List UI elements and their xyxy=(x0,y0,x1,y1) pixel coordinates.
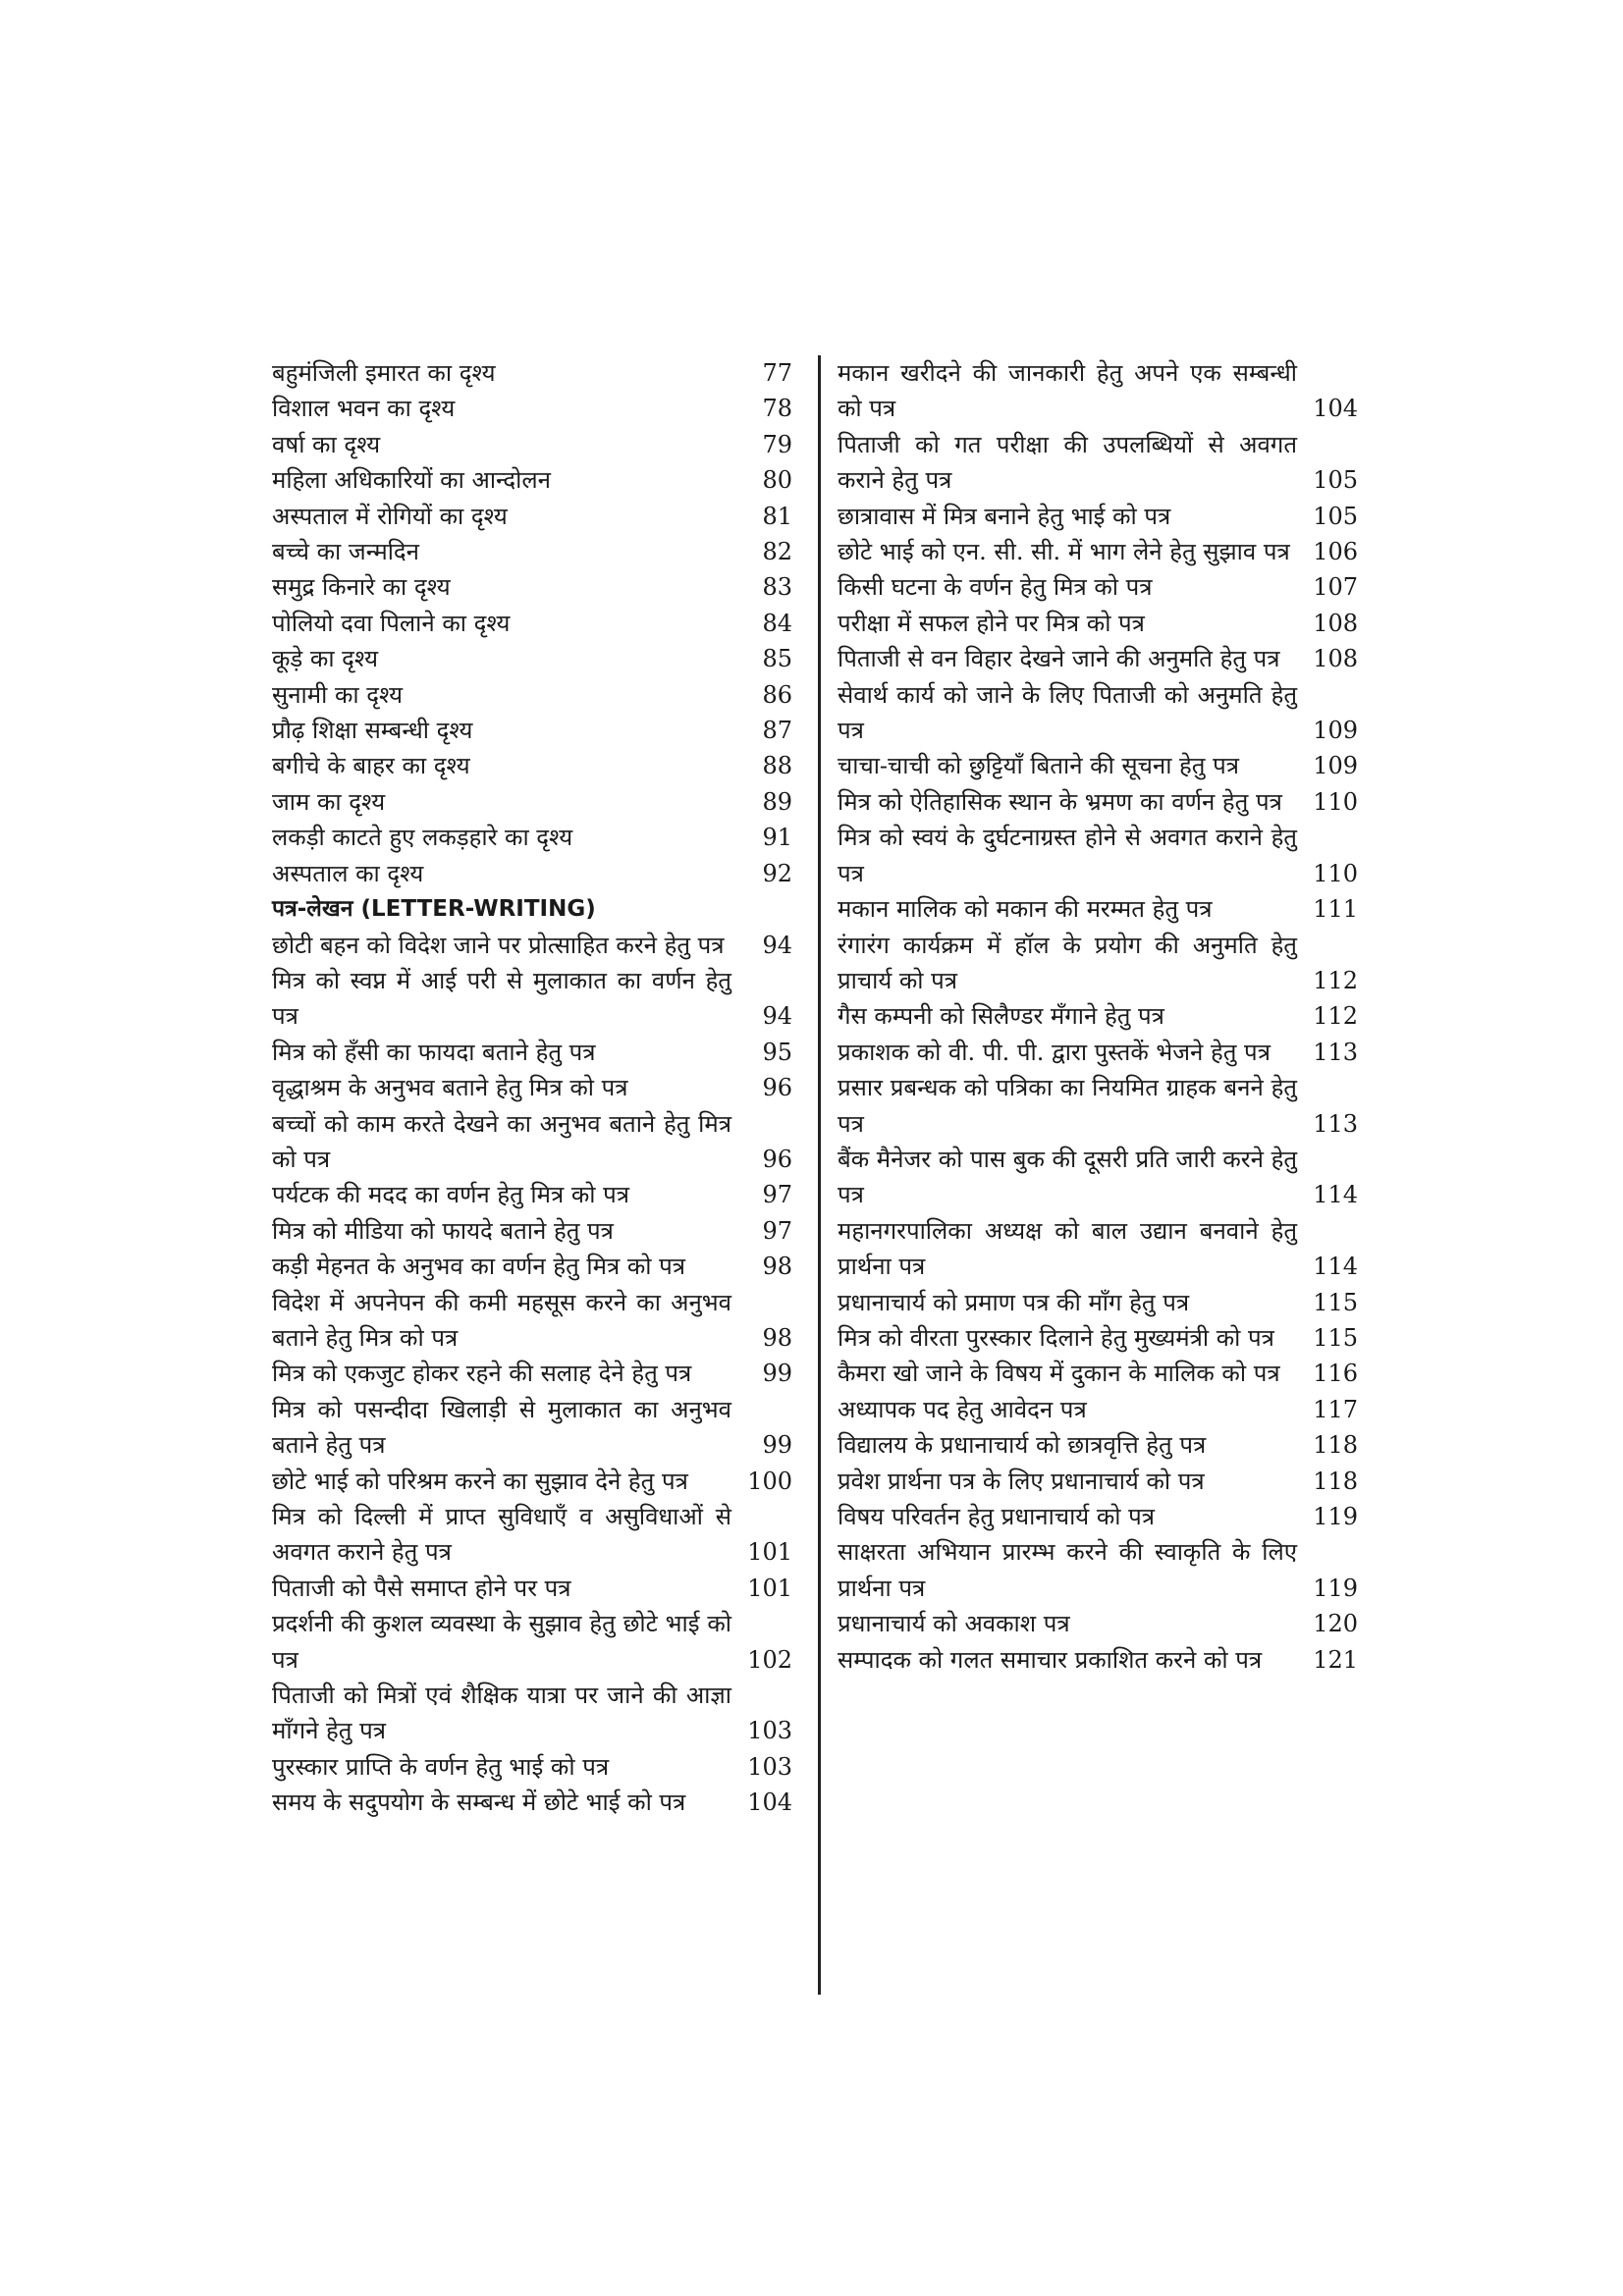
toc-entry xyxy=(272,1249,792,1284)
toc-entry-title: छोटी बहन को विदेश जाने पर प्रोत्साहित करने हेतु पत्र xyxy=(272,931,725,959)
toc-entry xyxy=(838,1320,1358,1356)
toc-entry xyxy=(272,391,792,426)
toc-entry-title: बगीचे के बाहर का दृश्य xyxy=(272,752,470,780)
toc-entry-title: विदेश में अपनेपन की कमी महसूस करने का अनुभव बताने हेतु मित्र को पत्र xyxy=(272,1288,731,1352)
toc-entry xyxy=(272,1571,792,1606)
toc-entry-page-number: 115 xyxy=(1313,1323,1358,1352)
toc-entry-title: प्रसार प्रबन्धक को पत्रिका का नियमित ग्राहक बनने हेतु पत्र xyxy=(838,1074,1297,1138)
toc-entry-title: छात्रावास में मित्र बनाने हेतु भाई को पत्र xyxy=(838,502,1171,530)
toc-entry xyxy=(272,499,792,534)
toc-entry xyxy=(838,499,1358,534)
toc-entry-title: बहुमंजिली इमारत का दृश्य xyxy=(272,359,496,387)
toc-entry xyxy=(272,606,792,641)
toc-entry-page-number: 109 xyxy=(1313,752,1358,780)
toc-entry-page-number: 85 xyxy=(762,645,792,673)
toc-entry-title: मकान खरीदने की जानकारी हेतु अपने एक सम्बन्धी को पत्र xyxy=(838,359,1297,423)
toc-entry-title: पिताजी को पैसे समाप्त होने पर पत्र xyxy=(272,1574,571,1602)
toc-entry-title: विषय परिवर्तन हेतु प्रधानाचार्य को पत्र xyxy=(838,1503,1155,1530)
toc-entry-title: मित्र को दिल्ली में प्राप्त सुविधाएँ व असुविधाओं से अवगत कराने हेतु पत्र xyxy=(272,1503,731,1567)
toc-entry-title: चाचा-चाची को छुट्टियाँ बिताने की सूचना हेतु पत्र xyxy=(838,752,1239,780)
toc-entry xyxy=(272,1499,792,1571)
toc-entry xyxy=(272,677,792,713)
toc-entry xyxy=(272,1606,792,1678)
toc-entry xyxy=(272,963,792,1035)
toc-entry-title: महिला अधिकारियों का आन्दोलन xyxy=(272,466,551,495)
toc-entry xyxy=(272,1464,792,1499)
toc-entry-page-number: 98 xyxy=(762,1323,792,1352)
toc-entry xyxy=(838,427,1358,499)
toc-entry-title: मित्र को वीरता पुरस्कार दिलाने हेतु मुख्यमंत्री को पत्र xyxy=(838,1323,1274,1352)
toc-entry-title: बच्चों को काम करते देखने का अनुभव बताने हेतु मित्र को पत्र xyxy=(272,1109,731,1173)
toc-entry xyxy=(272,748,792,783)
toc-entry-title: महानगरपालिका अध्यक्ष को बाल उद्यान बनवाने हेतु प्रार्थना पत्र xyxy=(838,1216,1297,1281)
toc-entry xyxy=(838,1392,1358,1427)
toc-entry-page-number: 118 xyxy=(1313,1467,1358,1495)
toc-entry xyxy=(838,1499,1358,1534)
toc-entry xyxy=(272,1785,792,1820)
toc-entry xyxy=(272,1035,792,1070)
toc-entry-page-number: 87 xyxy=(762,717,792,745)
toc-entry-page-number: 103 xyxy=(747,1717,792,1745)
toc-entry-page-number: 95 xyxy=(762,1038,792,1066)
toc-entry xyxy=(272,462,792,498)
toc-entry xyxy=(272,1106,792,1178)
toc-entry xyxy=(838,677,1358,749)
toc-entry-title: छोटे भाई को एन. सी. सी. में भाग लेने हेतु सुझाव पत्र xyxy=(838,538,1290,566)
toc-entry-page-number: 82 xyxy=(762,538,792,566)
toc-entry-title: मित्र को स्वप्न में आई परी से मुलाकात का वर्णन हेतु पत्र xyxy=(272,966,731,1031)
toc-entry-title: पर्यटक की मदद का वर्णन हेतु मित्र को पत्र xyxy=(272,1181,630,1209)
toc-entry-page-number: 114 xyxy=(1313,1181,1358,1209)
toc-entry-title: प्रवेश प्रार्थना पत्र के लिए प्रधानाचार्य को पत्र xyxy=(838,1467,1205,1495)
toc-entry xyxy=(838,355,1358,427)
toc-entry xyxy=(272,1285,792,1357)
toc-entry-title: अस्पताल का दृश्य xyxy=(272,859,424,887)
toc-entry xyxy=(838,1464,1358,1499)
toc-entry xyxy=(838,1070,1358,1142)
toc-entry-page-number: 118 xyxy=(1313,1431,1358,1460)
toc-entry-title: समुद्र किनारे का दृश्य xyxy=(272,573,451,602)
toc-entry-title: मकान मालिक को मकान की मरम्मत हेतु पत्र xyxy=(838,895,1213,924)
toc-entry xyxy=(272,1678,792,1749)
toc-entry xyxy=(838,998,1358,1034)
toc-entry-page-number: 96 xyxy=(762,1074,792,1102)
toc-entry-page-number: 101 xyxy=(747,1538,792,1567)
toc-entry-title: अस्पताल में रोगियों का दृश्य xyxy=(272,502,508,530)
toc-entry xyxy=(838,1642,1358,1678)
toc-entry-page-number: 92 xyxy=(762,859,792,887)
toc-entry xyxy=(838,928,1358,999)
toc-entry-page-number: 113 xyxy=(1313,1038,1358,1066)
toc-entry-title: पुरस्कार प्राप्ति के वर्णन हेतु भाई को पत्र xyxy=(272,1752,610,1781)
toc-entry xyxy=(838,1534,1358,1606)
toc-entry-page-number: 108 xyxy=(1313,645,1358,673)
toc-entry-page-number: 119 xyxy=(1313,1503,1358,1530)
toc-entry-page-number: 86 xyxy=(762,680,792,709)
toc-entry xyxy=(838,534,1358,569)
toc-entry-title: कड़ी मेहनत के अनुभव का वर्णन हेतु मित्र को पत्र xyxy=(272,1253,685,1281)
toc-entry-page-number: 100 xyxy=(747,1467,792,1495)
toc-entry-page-number: 94 xyxy=(762,931,792,959)
toc-entry-page-number: 108 xyxy=(1313,609,1358,637)
toc-entry-title: सम्पादक को गलत समाचार प्रकाशित करने को पत्र xyxy=(838,1645,1263,1674)
toc-entry xyxy=(838,820,1358,891)
toc-entry-title: सुनामी का दृश्य xyxy=(272,680,404,709)
toc-entry-title: मित्र को एकजुट होकर रहने की सलाह देने हेतु पत्र xyxy=(272,1360,692,1388)
toc-entry-title: पिताजी को गत परीक्षा की उपलब्धियों से अवगत कराने हेतु पत्र xyxy=(838,430,1297,495)
toc-entry xyxy=(272,569,792,605)
toc-entry-page-number: 91 xyxy=(762,824,792,852)
toc-entry-page-number: 81 xyxy=(762,502,792,530)
toc-entry-page-number: 112 xyxy=(1313,966,1358,994)
toc-entry-page-number: 117 xyxy=(1313,1395,1358,1423)
toc-entry-page-number: 98 xyxy=(762,1253,792,1281)
toc-entry xyxy=(272,1356,792,1391)
right-column xyxy=(838,355,1358,1678)
toc-entry xyxy=(272,856,792,891)
toc-entry-page-number: 121 xyxy=(1313,1645,1358,1674)
toc-entry-title: गैस कम्पनी को सिलैण्डर मँगाने हेतु पत्र xyxy=(838,1002,1164,1031)
toc-entry-page-number: 97 xyxy=(762,1181,792,1209)
section-heading: पत्र-लेखन (LETTER-WRITING) xyxy=(272,896,596,923)
toc-entry xyxy=(272,1070,792,1105)
toc-entry-page-number: 104 xyxy=(747,1789,792,1817)
toc-entry xyxy=(272,928,792,963)
toc-entry-title: बैंक मैनेजर को पास बुक की दूसरी प्रति जारी करने हेतु पत्र xyxy=(838,1145,1297,1209)
toc-entry-title: साक्षरता अभियान प्रारम्भ करने की स्वाकृति के लिए प्रार्थना पत्र xyxy=(838,1538,1297,1602)
toc-entry-page-number: 80 xyxy=(762,466,792,495)
toc-entry xyxy=(838,784,1358,820)
toc-entry xyxy=(838,1213,1358,1285)
toc-entry-title: पिताजी को मित्रों एवं शैक्षिक यात्रा पर जाने की आज्ञा माँगने हेतु पत्र xyxy=(272,1682,731,1745)
toc-entry xyxy=(272,355,792,391)
toc-entry-page-number: 101 xyxy=(747,1574,792,1602)
toc-entry-page-number: 99 xyxy=(762,1360,792,1388)
toc-entry-title: वृद्धाश्रम के अनुभव बताने हेतु मित्र को पत्र xyxy=(272,1074,628,1102)
toc-entry-page-number: 102 xyxy=(747,1645,792,1674)
toc-entry-page-number: 110 xyxy=(1313,787,1358,816)
toc-entry-page-number: 105 xyxy=(1313,502,1358,530)
toc-entry-title: जाम का दृश्य xyxy=(272,787,386,816)
toc-entry-page-number: 112 xyxy=(1313,1002,1358,1031)
toc-entry-title: विशाल भवन का दृश्य xyxy=(272,395,456,423)
toc-entry-title: विद्यालय के प्रधानाचार्य को छात्रवृत्ति हेतु पत्र xyxy=(838,1431,1207,1460)
left-column xyxy=(272,355,792,1821)
toc-entry-page-number: 84 xyxy=(762,609,792,637)
toc-entry-page-number: 97 xyxy=(762,1216,792,1245)
toc-entry xyxy=(838,1606,1358,1641)
toc-entry xyxy=(272,641,792,676)
toc-entry-title: बच्चे का जन्मदिन xyxy=(272,538,419,566)
toc-entry-title: पोलियो दवा पिलाने का दृश्य xyxy=(272,609,511,637)
toc-entry xyxy=(838,1035,1358,1070)
toc-entry-title: किसी घटना के वर्णन हेतु मित्र को पत्र xyxy=(838,573,1153,602)
toc-entry-title: प्रधानाचार्य को प्रमाण पत्र की माँग हेतु पत्र xyxy=(838,1288,1190,1316)
toc-entry xyxy=(272,713,792,748)
toc-entry xyxy=(838,1142,1358,1213)
toc-entry-title: मित्र को स्वयं के दुर्घटनाग्रस्त होने से अवगत कराने हेतु पत्र xyxy=(838,824,1297,887)
toc-entry xyxy=(272,1392,792,1464)
toc-entry-page-number: 104 xyxy=(1313,395,1358,423)
toc-entry xyxy=(838,1427,1358,1463)
toc-entry-page-number: 107 xyxy=(1313,573,1358,602)
toc-entry-title: मित्र को हँसी का फायदा बताने हेतु पत्र xyxy=(272,1038,596,1066)
toc-entry-page-number: 79 xyxy=(762,430,792,458)
toc-entry xyxy=(838,641,1358,676)
toc-entry xyxy=(272,427,792,462)
toc-entry-title: प्रौढ़ शिक्षा सम्बन्धी दृश्य xyxy=(272,717,473,745)
toc-entry xyxy=(838,606,1358,641)
toc-entry-title: अध्यापक पद हेतु आवेदन पत्र xyxy=(838,1395,1087,1423)
toc-entry xyxy=(838,891,1358,927)
toc-entry-title: वर्षा का दृश्य xyxy=(272,430,381,458)
toc-entry-title: प्रधानाचार्य को अवकाश पत्र xyxy=(838,1610,1070,1638)
toc-entry-title: समय के सदुपयोग के सम्बन्ध में छोटे भाई को पत्र xyxy=(272,1789,686,1817)
toc-entry-page-number: 116 xyxy=(1313,1360,1358,1388)
toc-entry-page-number: 96 xyxy=(762,1145,792,1173)
toc-entry-title: कूड़े का दृश्य xyxy=(272,645,379,673)
toc-entry-page-number: 105 xyxy=(1313,466,1358,495)
toc-entry xyxy=(272,820,792,855)
toc-entry-page-number: 111 xyxy=(1313,895,1358,924)
toc-entry-title: प्रकाशक को वी. पी. पी. द्वारा पुस्तकें भेजने हेतु पत्र xyxy=(838,1038,1271,1066)
toc-entry-title: मित्र को पसन्दीदा खिलाड़ी से मुलाकात का अनुभव बताने हेतु पत्र xyxy=(272,1395,731,1460)
toc-entry-page-number: 119 xyxy=(1313,1574,1358,1602)
toc-entry-page-number: 99 xyxy=(762,1431,792,1460)
toc-entry-title: मित्र को मीडिया को फायदे बताने हेतु पत्र xyxy=(272,1216,614,1245)
toc-entry-page-number: 77 xyxy=(762,359,792,387)
toc-entry xyxy=(838,1285,1358,1320)
toc-entry-title: मित्र को ऐतिहासिक स्थान के भ्रमण का वर्णन हेतु पत्र xyxy=(838,787,1282,816)
toc-entry-title: पिताजी से वन विहार देखने जाने की अनुमति हेतु पत्र xyxy=(838,645,1280,673)
toc-entry xyxy=(272,1749,792,1785)
toc-entry-page-number: 106 xyxy=(1313,538,1358,566)
toc-entry xyxy=(838,748,1358,783)
toc-entry-title: लकड़ी काटते हुए लकड़हारे का दृश्य xyxy=(272,824,573,852)
toc-entry xyxy=(272,534,792,569)
toc-entry-page-number: 94 xyxy=(762,1002,792,1031)
toc-entry-title: छोटे भाई को परिश्रम करने का सुझाव देने हेतु पत्र xyxy=(272,1467,688,1495)
toc-entry-title: कैमरा खो जाने के विषय में दुकान के मालिक को पत्र xyxy=(838,1360,1280,1388)
toc-entry-title: रंगारंग कार्यक्रम में हॉल के प्रयोग की अनुमति हेतु प्राचार्य को पत्र xyxy=(838,931,1297,994)
toc-entry xyxy=(272,784,792,820)
toc-entry xyxy=(272,1213,792,1249)
toc-entry-title: प्रदर्शनी की कुशल व्यवस्था के सुझाव हेतु छोटे भाई को पत्र xyxy=(272,1610,731,1674)
toc-entry-title: परीक्षा में सफल होने पर मित्र को पत्र xyxy=(838,609,1145,637)
toc-entry-page-number: 88 xyxy=(762,752,792,780)
toc-entry xyxy=(838,1356,1358,1391)
toc-entry-page-number: 114 xyxy=(1313,1253,1358,1281)
toc-entry-page-number: 103 xyxy=(747,1752,792,1781)
toc-entry-page-number: 78 xyxy=(762,395,792,423)
toc-entry-page-number: 110 xyxy=(1313,859,1358,887)
toc-entry-page-number: 89 xyxy=(762,787,792,816)
toc-entry-title: सेवार्थ कार्य को जाने के लिए पिताजी को अनुमति हेतु पत्र xyxy=(838,680,1297,745)
toc-entry-page-number: 83 xyxy=(762,573,792,602)
toc-entry xyxy=(272,1177,792,1212)
column-divider xyxy=(818,355,821,1995)
toc-entry-page-number: 113 xyxy=(1313,1109,1358,1138)
toc-entry-page-number: 115 xyxy=(1313,1288,1358,1316)
toc-entry xyxy=(838,569,1358,605)
toc-entry-page-number: 109 xyxy=(1313,717,1358,745)
toc-entry-page-number: 120 xyxy=(1313,1610,1358,1638)
